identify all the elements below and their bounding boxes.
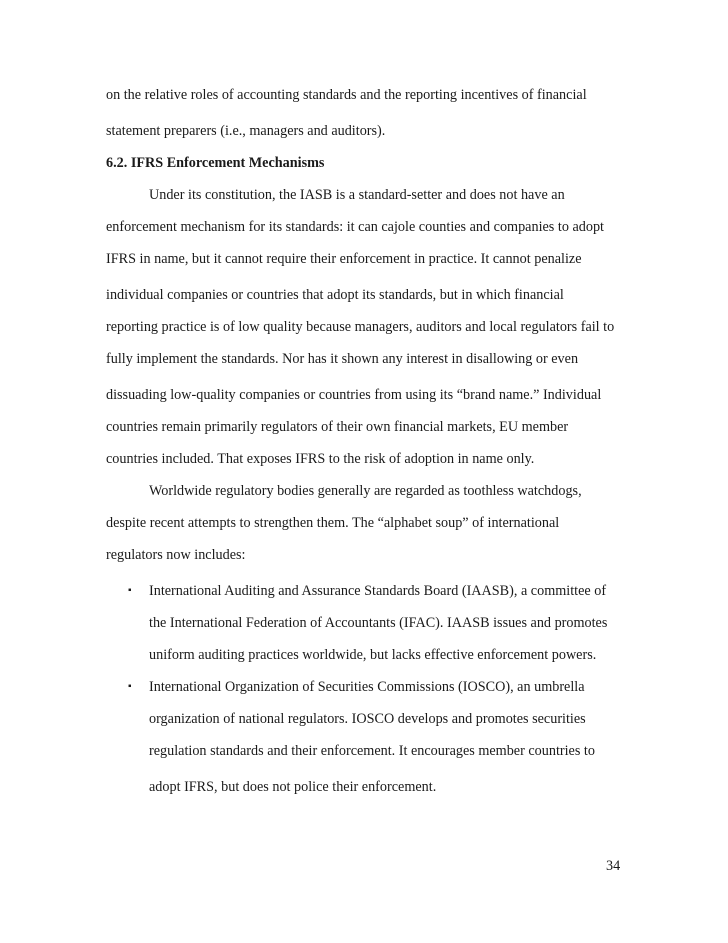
body-text-line: reporting practice is of low quality because managers, auditors and local regulators fail to xyxy=(106,319,615,335)
section-heading: 6.2. IFRS Enforcement Mechanisms xyxy=(106,155,325,171)
body-text-line: Worldwide regulatory bodies generally are regarded as toothless watchdogs, xyxy=(149,483,582,499)
bullet-text-line: adopt IFRS, but does not police their enforcement. xyxy=(149,779,437,795)
body-text-line: fully implement the standards. Nor has it shown any interest in disallowing or even xyxy=(106,351,579,367)
bullet-icon: ▪ xyxy=(128,585,132,596)
body-text-line: on the relative roles of accounting standards and the reporting incentives of financial xyxy=(106,87,587,103)
body-text-line: Under its constitution, the IASB is a standard-setter and does not have an xyxy=(149,187,565,203)
page-number: 34 xyxy=(606,858,621,874)
body-text-line: individual companies or countries that adopt its standards, but in which financial xyxy=(106,287,564,303)
bullet-text-line: International Auditing and Assurance Standards Board (IAASB), a committee of xyxy=(149,583,607,599)
body-text-line: regulators now includes: xyxy=(106,547,246,563)
bullet-text-line: regulation standards and their enforcement. It encourages member countries to xyxy=(149,743,595,759)
body-text-line: statement preparers (i.e., managers and auditors). xyxy=(106,123,386,139)
bullet-text-line: uniform auditing practices worldwide, but lacks effective enforcement powers. xyxy=(149,647,597,663)
body-text-line: countries included. That exposes IFRS to the risk of adoption in name only. xyxy=(106,451,535,467)
bullet-text-line: organization of national regulators. IOSCO develops and promotes securities xyxy=(149,711,586,727)
bullet-text-line: the International Federation of Accountants (IFAC). IAASB issues and promotes xyxy=(149,615,608,631)
body-text-line: IFRS in name, but it cannot require their enforcement in practice. It cannot penalize xyxy=(106,251,582,267)
bullet-icon: ▪ xyxy=(128,681,132,692)
body-text-line: countries remain primarily regulators of their own financial markets, EU member xyxy=(106,419,569,435)
bullet-text-line: International Organization of Securities Commissions (IOSCO), an umbrella xyxy=(149,679,585,695)
body-text-line: dissuading low-quality companies or countries from using its “brand name.” Individual xyxy=(106,387,602,403)
body-text-line: enforcement mechanism for its standards: it can cajole counties and companies to adopt xyxy=(106,219,604,235)
body-text-line: despite recent attempts to strengthen them. The “alphabet soup” of international xyxy=(106,515,560,531)
